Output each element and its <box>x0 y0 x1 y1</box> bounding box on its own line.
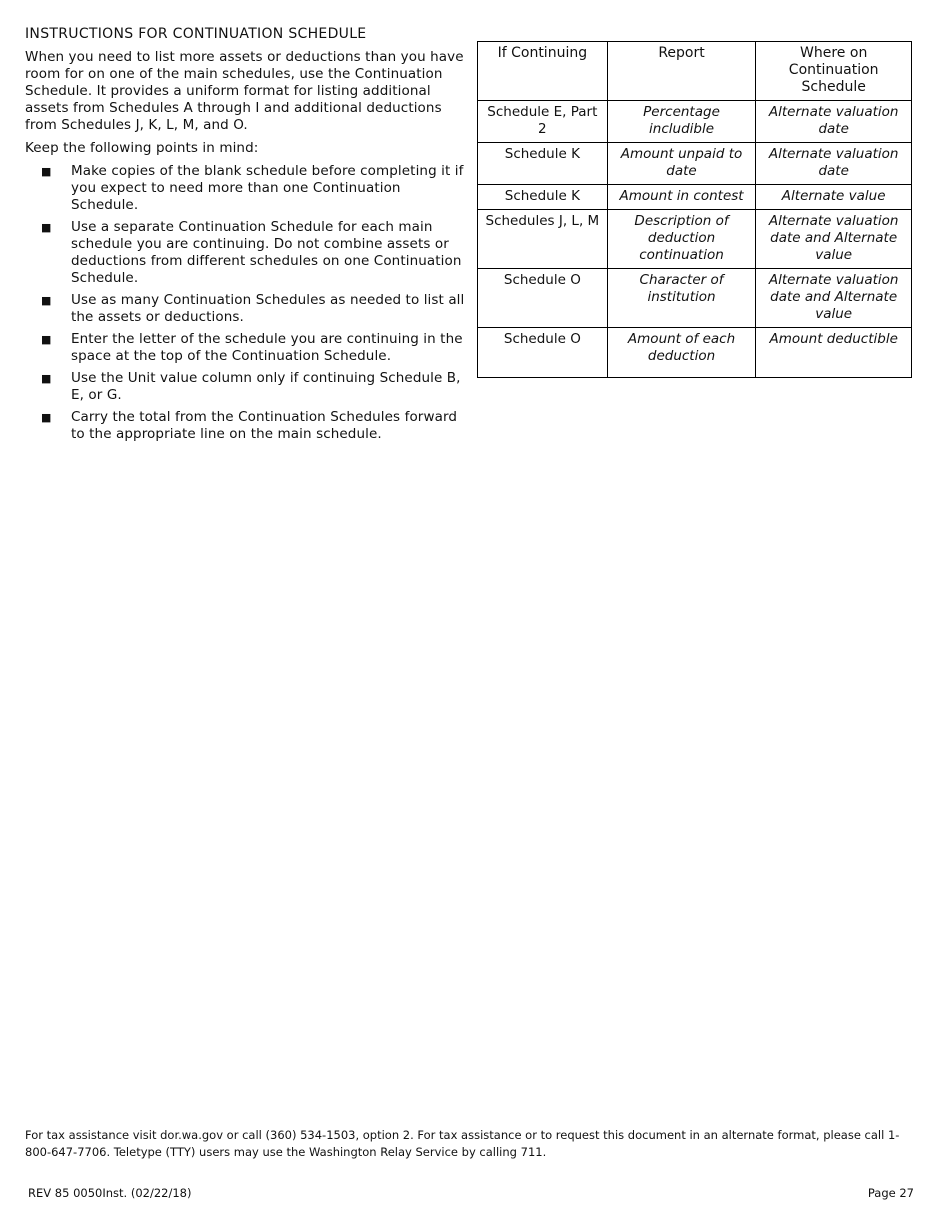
cell-report: Amount unpaid to date <box>607 143 756 185</box>
bullet-icon: ■ <box>41 372 52 385</box>
cell-report: Amount in contest <box>607 185 756 210</box>
bullet-text: Use the Unit value column only if continuing Schedule B, E, or G. <box>71 370 461 403</box>
bullet-text: Carry the total from the Continuation Schedules forward to the appropriate line on the main schedule. <box>71 409 458 442</box>
list-item <box>25 370 465 404</box>
bullet-icon: ■ <box>41 333 52 346</box>
table-row <box>478 269 912 328</box>
cell-where: Amount deductible <box>756 328 912 378</box>
form-number: REV 85 0050Inst. (02/22/18) <box>28 1186 192 1200</box>
keep-in-mind-text: Keep the following points in mind: <box>25 140 259 156</box>
bullet-icon: ■ <box>41 165 52 178</box>
bullet-icon: ■ <box>41 411 52 424</box>
list-item <box>25 219 465 287</box>
cell-where: Alternate valuation date <box>756 143 912 185</box>
section-title: INSTRUCTIONS FOR CONTINUATION SCHEDULE <box>25 26 367 42</box>
list-item <box>25 292 465 326</box>
cell-report: Character of institution <box>607 269 756 328</box>
cell-schedule: Schedule E, Part 2 <box>478 101 608 143</box>
page-number: Page 27 <box>867 1186 914 1200</box>
cell-where: Alternate valuation date and Alternate value <box>756 269 912 328</box>
cell-where: Alternate valuation date <box>756 101 912 143</box>
bullet-text: Enter the letter of the schedule you are continuing in the space at the top of the Continuation Schedule. <box>71 331 463 364</box>
bullet-text: Make copies of the blank schedule before completing it if you expect to need more than one Continuation Schedule. <box>71 163 464 213</box>
cell-report: Description of deduction continuation <box>607 210 756 269</box>
cell-schedule: Schedule O <box>478 328 608 378</box>
table-row <box>478 210 912 269</box>
instructions-section <box>25 26 465 448</box>
table-row <box>478 185 912 210</box>
table-row <box>478 143 912 185</box>
bullet-text: Use a separate Continuation Schedule for each main schedule you are continuing. Do not combine assets or deductions from different schedules on one Continuation Schedule. <box>71 219 462 286</box>
points-list <box>25 163 465 443</box>
continuation-table <box>477 41 912 378</box>
bullet-icon: ■ <box>41 221 52 234</box>
cell-schedule: Schedule K <box>478 185 608 210</box>
table-header-row <box>478 42 912 101</box>
header-report: Report <box>607 42 756 101</box>
list-item <box>25 163 465 214</box>
header-if-continuing: If Continuing <box>478 42 608 101</box>
cell-report: Percentage includible <box>607 101 756 143</box>
intro-paragraph: When you need to list more assets or deductions than you have room for on one of the main schedules, use the Continuation Schedule. It provides a uniform format for listing additional assets from Schedules A through I and additional deductions from Schedules J, K, L, M, and O. <box>25 49 464 133</box>
tax-assistance-note: For tax assistance visit dor.wa.gov or call (360) 534-1503, option 2. For tax assistance or to request this document in an alternate format, please call 1-800-647-7706. Teletype (TTY) users may use the Washington Relay Service by calling 711. <box>25 1128 900 1159</box>
cell-schedule: Schedule K <box>478 143 608 185</box>
cell-where: Alternate value <box>756 185 912 210</box>
list-item <box>25 409 465 443</box>
cell-schedule: Schedules J, L, M <box>478 210 608 269</box>
table-row <box>478 328 912 378</box>
bullet-icon: ■ <box>41 294 52 307</box>
cell-report: Amount of each deduction <box>607 328 756 378</box>
header-where: Where on Continuation Schedule <box>756 42 912 101</box>
cell-schedule: Schedule O <box>478 269 608 328</box>
list-item <box>25 331 465 365</box>
bullet-text: Use as many Continuation Schedules as needed to list all the assets or deductions. <box>71 292 465 325</box>
cell-where: Alternate valuation date and Alternate value <box>756 210 912 269</box>
table-row <box>478 101 912 143</box>
